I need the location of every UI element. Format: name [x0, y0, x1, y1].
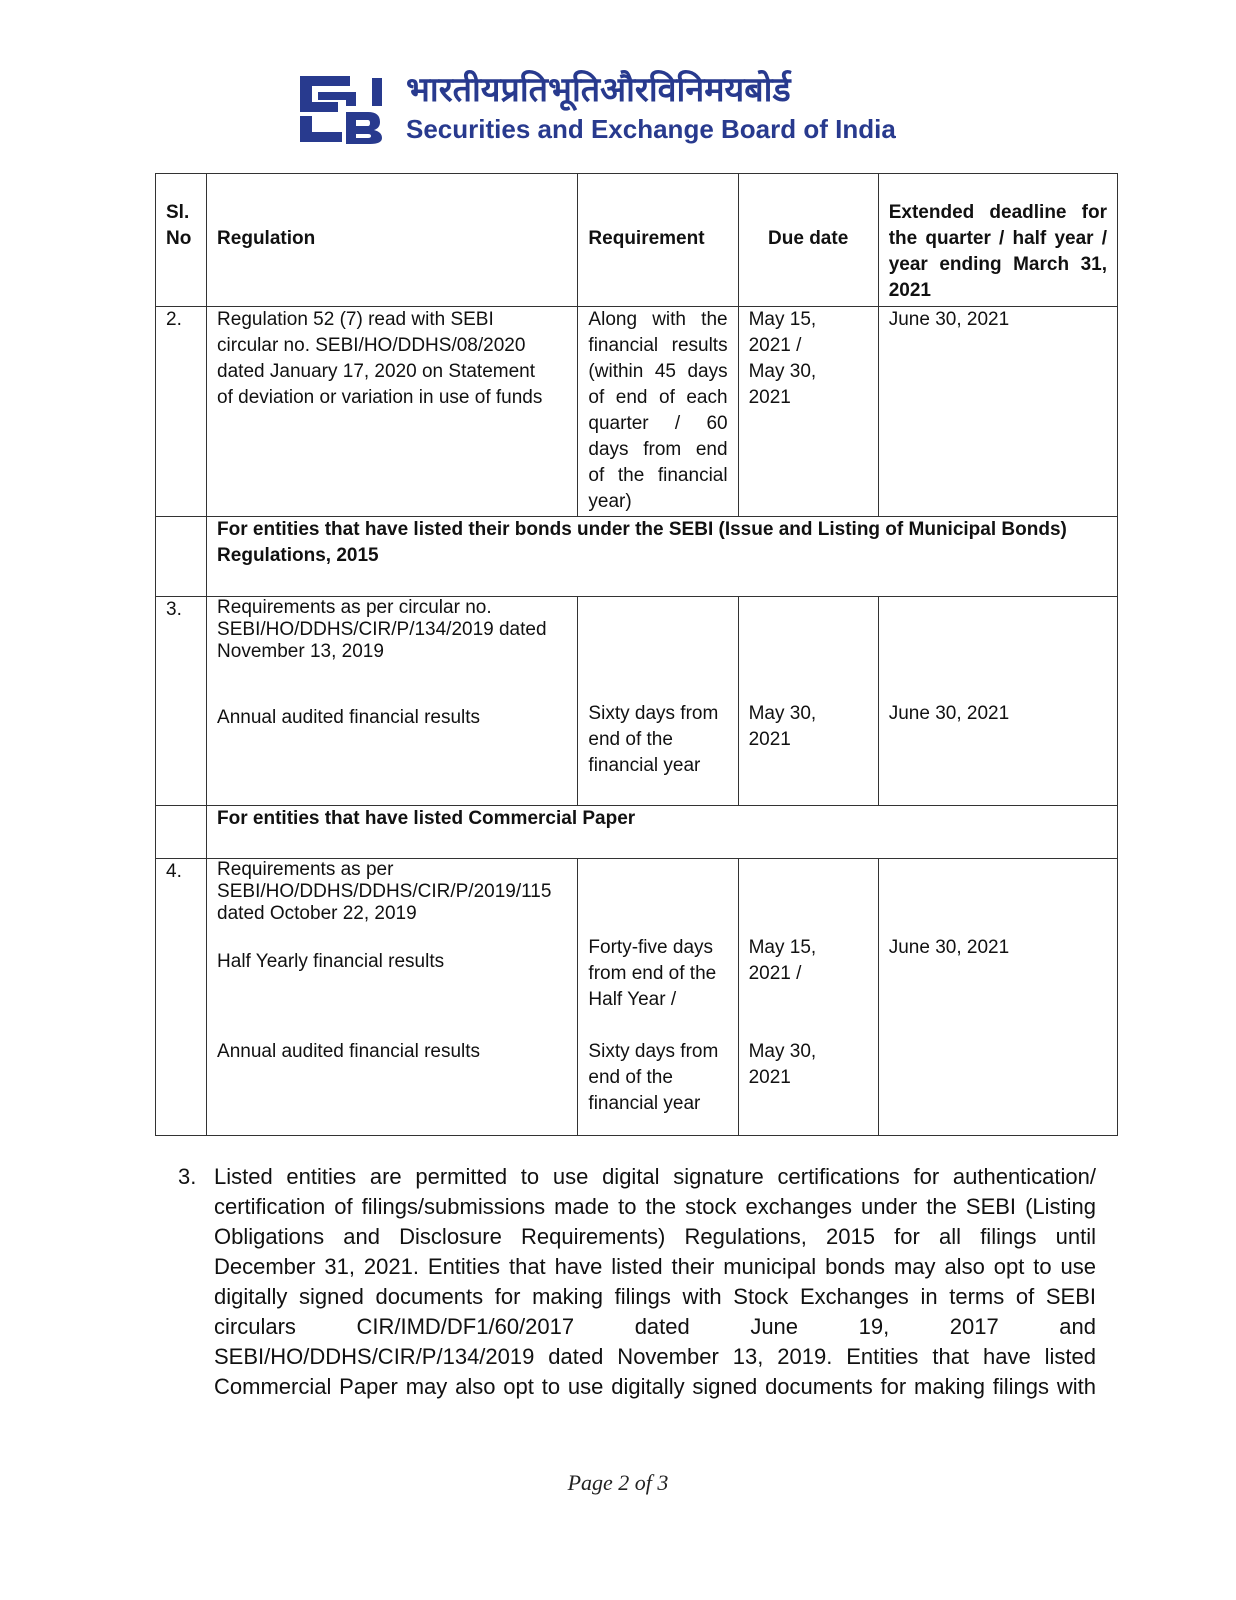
- header-sl-no: Sl. No: [156, 174, 207, 307]
- header-extended-deadline: Extended deadline for the quarter / half year / year ending March 31, 2021: [878, 174, 1117, 307]
- table-header-row: [156, 174, 1118, 307]
- row-due-date: May 15, 2021 / May 30, 2021: [738, 859, 878, 1136]
- row-regulation: Regulation 52 (7) read with SEBI circular no. SEBI/HO/DDHS/08/2020 dated January 17, 2020 on Statement of deviation or variation in use of funds: [207, 307, 578, 517]
- deadline-table: [155, 173, 1118, 1136]
- row-requirement: Sixty days from end of the financial year: [578, 597, 738, 806]
- row-requirement: Forty-five days from end of the Half Year / Sixty days from end of the financial year: [578, 859, 738, 1136]
- english-org-name: Securities and Exchange Board of India: [406, 114, 896, 144]
- section-row-cp: [156, 806, 1118, 859]
- row-sl: 3.: [156, 597, 207, 806]
- row-extended-deadline: June 30, 2021: [878, 307, 1117, 517]
- table-row: [156, 597, 1118, 806]
- hindi-org-name: भारतीयप्रतिभूतिऔरविनिमयबोर्ड: [406, 70, 791, 110]
- row-extended-deadline: June 30, 2021: [878, 597, 1117, 806]
- table-row: [156, 859, 1118, 1136]
- header-requirement: Requirement: [578, 174, 738, 307]
- sebi-logo-icon: [298, 72, 384, 144]
- header-due-date: Due date: [738, 174, 878, 307]
- page-number: Page 2 of 3: [567, 1470, 669, 1495]
- row-sl: 2.: [156, 307, 207, 517]
- row-regulation: Requirements as per circular no. SEBI/HO/DDHS/CIR/P/134/2019 dated November 13, 2019 Annual audited financial results: [207, 597, 578, 806]
- row-sl: 4.: [156, 859, 207, 1136]
- row-requirement: Along with the financial results (within 45 days of end of each quarter / 60 days from end of the financial year): [578, 307, 738, 517]
- section-title: For entities that have listed their bonds under the SEBI (Issue and Listing of Municipal Bonds) Regulations, 2015: [207, 517, 1118, 597]
- paragraph-number: 3.: [178, 1164, 197, 1189]
- row-regulation: Requirements as per SEBI/HO/DDHS/DDHS/CIR/P/2019/115 dated October 22, 2019 Half Yearly financial results Annual audited financial results: [207, 859, 578, 1136]
- header-regulation: Regulation: [207, 174, 578, 307]
- table-row: [156, 307, 1118, 517]
- letterhead: [298, 68, 958, 148]
- paragraph-text: Listed entities are permitted to use digital signature certifications for authentication/ certification of filings/submissions made to the stock exchanges under the SEBI (Listing Obligations and Disclosure Requirements) Regulations, 2015 for all filings until December 31, 2021. Entities that have listed their municipal bonds may also opt to use digitally signed documents for making filings with Stock Exchanges in terms of SEBI circulars CIR/IMD/DF1/60/2017 dated June 19, 2017 and SEBI/HO/DDHS/CIR/P/134/2019 dated November 13, 2019. Entities that have listed Commercial Paper may also opt to use digitally signed documents for making filings with: [214, 1164, 1096, 1399]
- row-due-date: May 30, 2021: [738, 597, 878, 806]
- row-due-date: May 15, 2021 / May 30, 2021: [738, 307, 878, 517]
- section-title: For entities that have listed Commercial Paper: [207, 806, 1118, 859]
- section-row-municipal: [156, 517, 1118, 597]
- row-extended-deadline: June 30, 2021: [878, 859, 1117, 1136]
